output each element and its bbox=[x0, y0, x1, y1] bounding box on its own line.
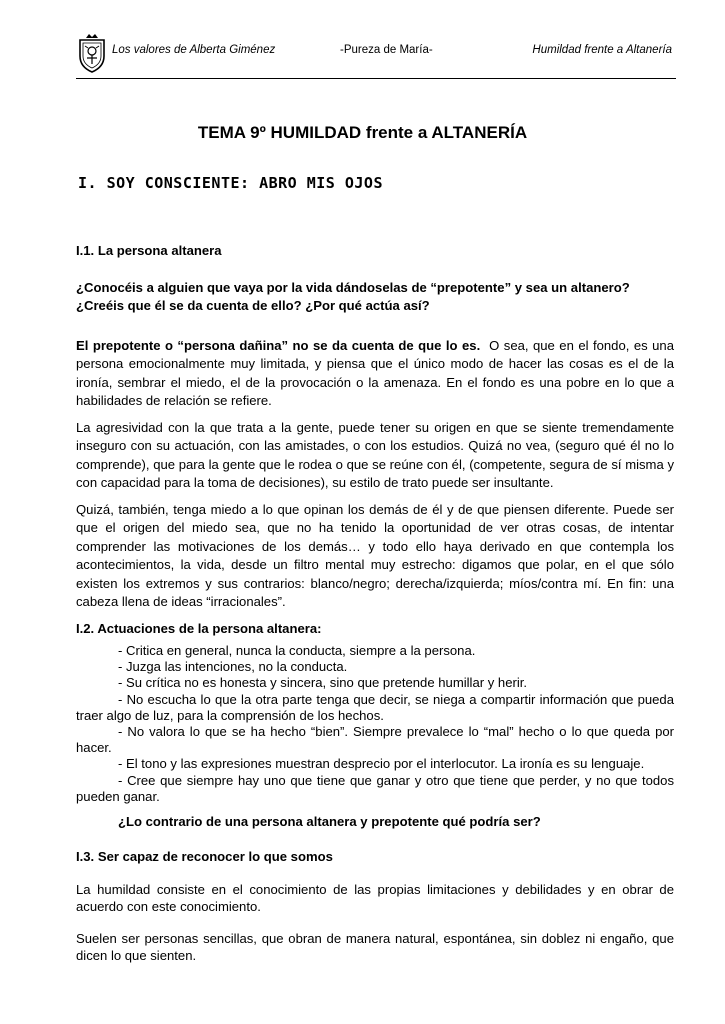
question-2: ¿Lo contrario de una persona altanera y prepotente qué podría ser? bbox=[118, 814, 541, 830]
subsection-heading-3: I.3. Ser capaz de reconocer lo que somos bbox=[76, 848, 333, 864]
header-right-text: Humildad frente a Altanería bbox=[532, 44, 672, 56]
paragraph-3: Quizá, también, tenga miedo a lo que opinan los demás de él y de que piensen diferente. Puede ser que el origen del miedo sea, que no ha tenido la oportunidad de ver otras cosas, de intentar comprender las motivaciones de los demás… y todo ello haya derivado en que contempla los acontecimientos, la vida, desde un filtro mental muy estrecho: digamos que polar, en el que sólo existen los extremos y sus contrarios: blanco/negro; derecha/izquierda; míos/contra mí. En fin: una cabeza llena de ideas “irracionales”. bbox=[76, 501, 674, 609]
paragraph-4: La humildad consiste en el conocimiento de las propias limitaciones y debilidades y en obrar de acuerdo con este conocimiento. bbox=[76, 882, 674, 914]
crest-logo-icon bbox=[76, 34, 108, 74]
paragraph-1-bold: El prepotente o “persona dañina” no se da cuenta de que lo es. bbox=[76, 337, 481, 353]
list-item: - El tono y las expresiones muestran desprecio por el interlocutor. La ironía es su lenguaje. bbox=[118, 756, 645, 772]
paragraph-5: Suelen ser personas sencillas, que obran de manera natural, espontánea, sin doblez ni engaño, que dicen lo que sienten. bbox=[76, 931, 674, 963]
list-item: - Juzga las intenciones, no la conducta. bbox=[118, 659, 348, 675]
header-left-text: Los valores de Alberta Giménez bbox=[112, 44, 276, 56]
actions-list bbox=[76, 643, 674, 805]
list-item: - Cree que siempre hay uno que tiene que ganar y otro que tiene que perder, y no que todos pueden ganar. bbox=[76, 772, 674, 804]
list-item: - No valora lo que se ha hecho “bien”. Siempre prevalece lo “mal” hecho o lo que queda por hacer. bbox=[76, 724, 674, 756]
paragraph-1 bbox=[76, 337, 674, 411]
list-item: - Su crítica no es honesta y sincera, sino que pretende humillar y herir. bbox=[118, 675, 528, 691]
paragraph-2: La agresividad con la que trata a la gente, puede tener su origen en que se siente tremendamente inseguro con su actuación, con las amistades, o con los estudios. Quizá no vea, (seguro qué él no lo comprende), que para la gente que le rodea o que se reúne con él, (competente, segura de sí misma y con capacidad para la toma de decisiones), su estilo de trato puede ser insultante. bbox=[76, 419, 674, 490]
question-1: ¿Conocéis a alguien que vaya por la vida dándoselas de “prepotente” y sea un altanero? ¿Creéis que él se da cuenta de ello? ¿Por qué actúa así? bbox=[76, 279, 630, 313]
document-body bbox=[76, 242, 674, 964]
section-heading: I. SOY CONSCIENTE: ABRO MIS OJOS bbox=[78, 174, 383, 192]
header-center-text: -Pureza de María- bbox=[340, 44, 433, 56]
subsection-heading-2: I.2. Actuaciones de la persona altanera: bbox=[76, 620, 322, 636]
list-item: - Critica en general, nunca la conducta, siempre a la persona. bbox=[118, 643, 476, 658]
page-header bbox=[76, 34, 676, 79]
subsection-heading-1: I.1. La persona altanera bbox=[76, 243, 222, 258]
page-title: TEMA 9º HUMILDAD frente a ALTANERÍA bbox=[197, 123, 528, 142]
paragraph-1-rest: O sea, que en el fondo, es una persona emocionalmente muy limitada, y piensa que el único modo de hacer las cosas es el de la ironía, sembrar el miedo, el de la provocación o la amenaza. En el fondo es una pobre en lo que a habilidades de relación se refiere. bbox=[76, 337, 674, 408]
list-item: - No escucha lo que la otra parte tenga que decir, se niega a compartir información que pueda traer algo de luz, para la comprensión de los hechos. bbox=[76, 691, 674, 723]
